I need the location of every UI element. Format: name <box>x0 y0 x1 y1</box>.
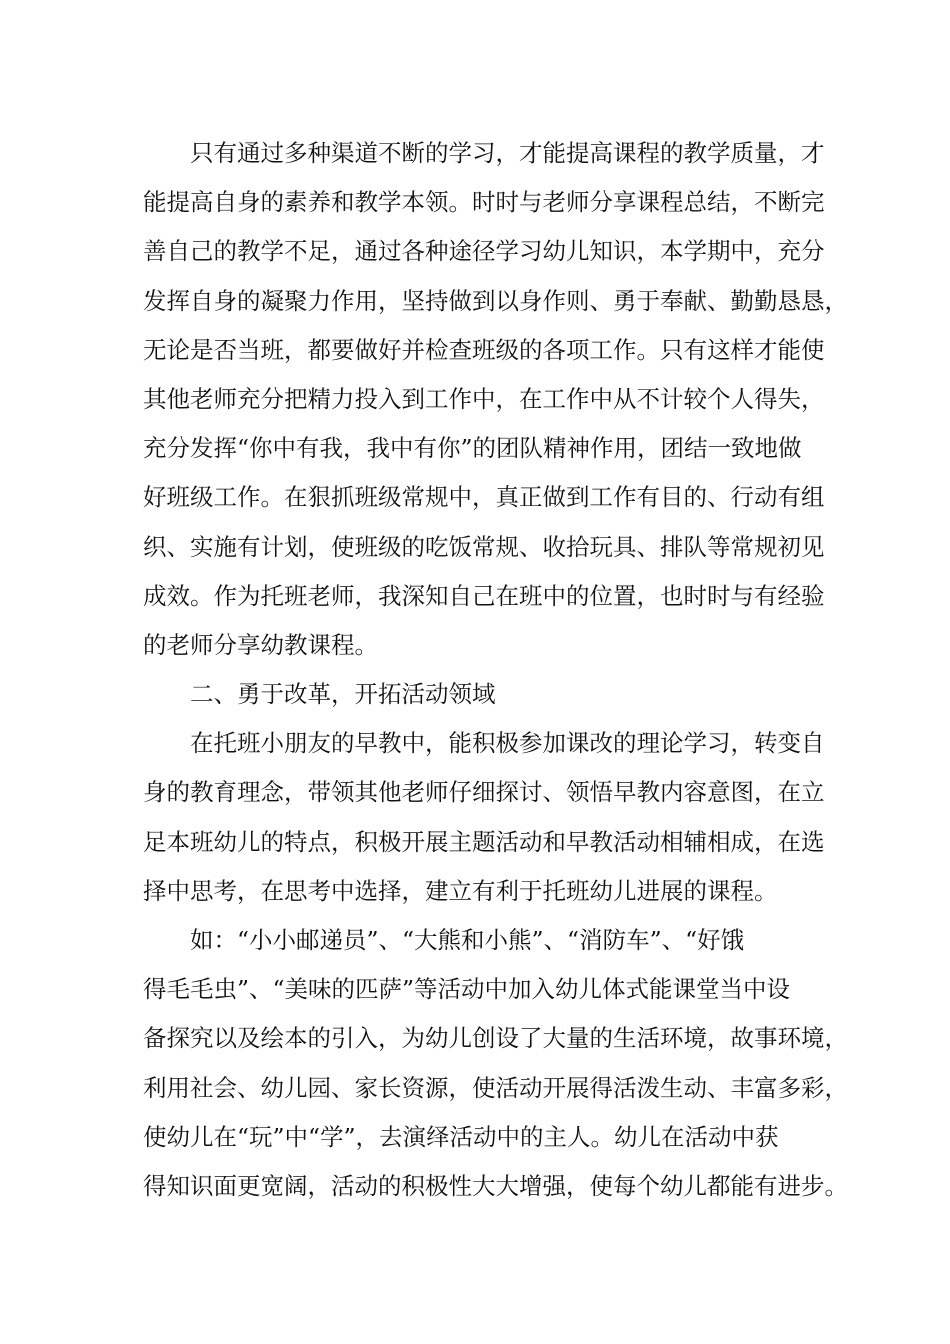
section-heading: 二、勇于改革，开拓活动领域 <box>190 680 496 709</box>
text-line-1: 只有通过多种渠道不断的学习，才能提高课程的教学质量，才 <box>190 139 825 167</box>
text-line-10: 成效。作为托班老师，我深知自己在班中的位置，也时时与有经验 <box>143 581 825 610</box>
text-line-2: 能提高自身的素养和教学本领。时时与老师分享课程总结，不断完 <box>143 188 825 217</box>
document-body <box>143 129 848 1211</box>
text-line-9: 织、实施有计划，使班级的吃饭常规、收拾玩具、排队等常规初见 <box>143 532 825 561</box>
text-line-16: 择中思考，在思考中选择，建立有利于托班幼儿进展的课程。 <box>143 876 778 905</box>
text-line-13: 在托班小朋友的早教中，能积极参加课改的理论学习，转变自 <box>190 729 825 758</box>
text-line-20: 利用社会、幼儿园、家长资源，使活动开展得活泼生动、丰富多彩， <box>143 1073 848 1102</box>
text-line-15: 足本班幼儿的特点，积极开展主题活动和早教活动相辅相成，在选 <box>143 827 825 856</box>
text-line-14: 身的教育理念，带领其他老师仔细探讨、领悟早教内容意图，在立 <box>143 778 825 807</box>
text-line-18: 得毛毛虫”、“美味的匹萨”等活动中加入幼儿体式能课堂当中设 <box>143 975 791 1004</box>
text-line-3: 善自己的教学不足，通过各种途径学习幼儿知识，本学期中，充分 <box>143 237 825 266</box>
text-line-7: 充分发挥“你中有我，我中有你”的团队精神作用，团结一致地做 <box>143 434 802 463</box>
text-line-22: 得知识面更宽阔，活动的积极性大大增强，使每个幼儿都能有进步。 <box>143 1171 848 1200</box>
text-line-21: 使幼儿在“玩”中“学”，去演绎活动中的主人。幼儿在活动中获 <box>143 1122 779 1151</box>
text-line-11: 的老师分享幼教课程。 <box>143 630 378 659</box>
text-line-19: 备探究以及绘本的引入，为幼儿创设了大量的生活环境，故事环境， <box>143 1024 848 1053</box>
text-line-6: 其他老师充分把精力投入到工作中，在工作中从不计较个人得失， <box>143 384 825 413</box>
text-line-5: 无论是否当班，都要做好并检查班级的各项工作。只有这样才能使 <box>143 335 825 364</box>
text-line-4: 发挥自身的凝聚力作用，坚持做到以身作则、勇于奉献、勤勤恳恳， <box>143 286 848 315</box>
text-line-8: 好班级工作。在狠抓班级常规中，真正做到工作有目的、行动有组 <box>143 483 825 512</box>
text-line-17: 如：“小小邮递员”、“大熊和小熊”、“消防车”、“好饿 <box>190 926 745 954</box>
